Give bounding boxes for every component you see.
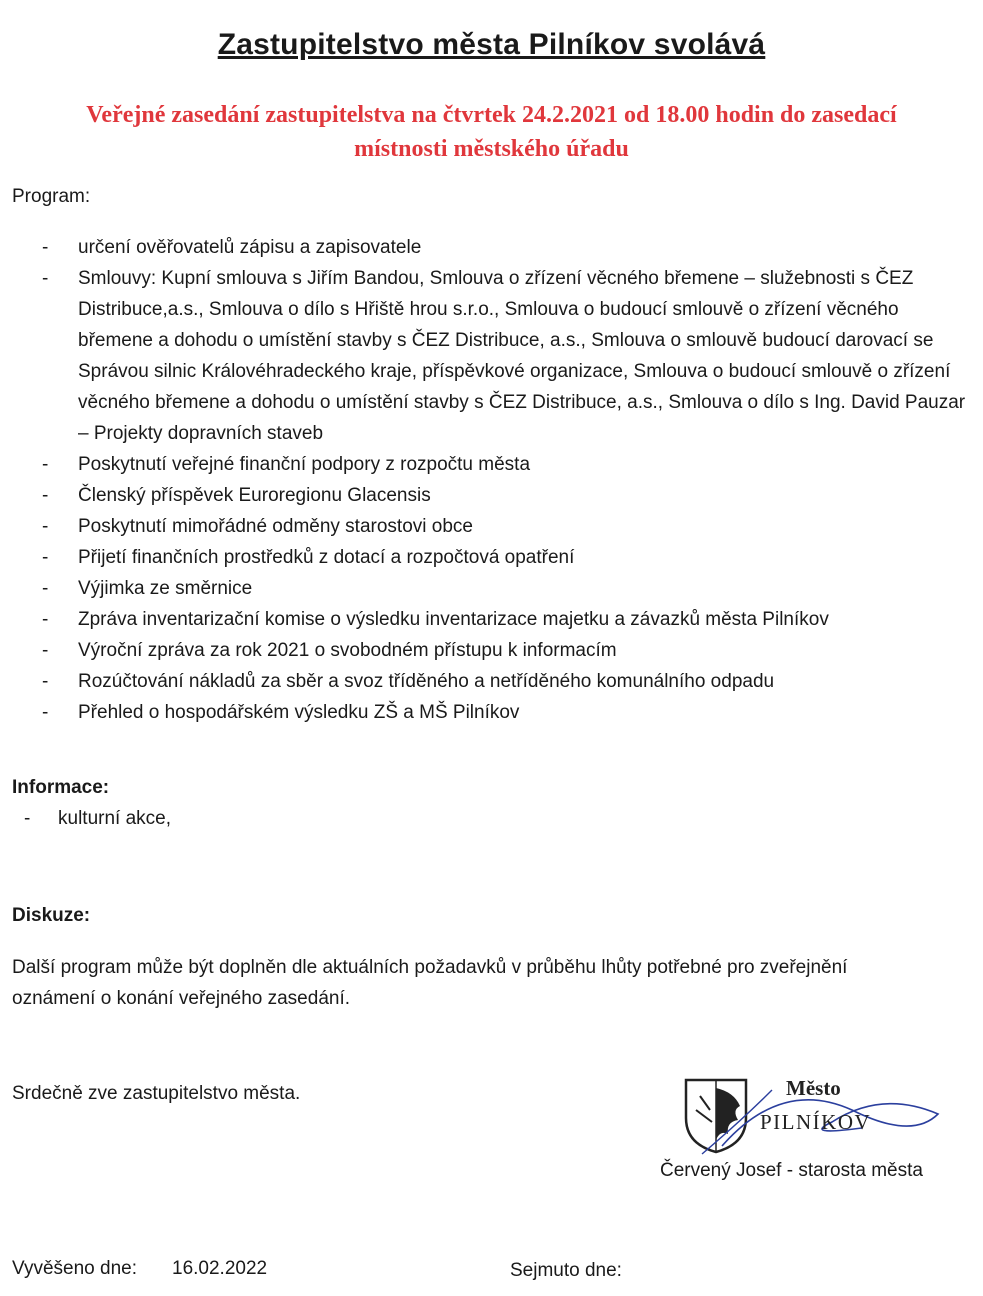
program-item: [0, 666, 983, 697]
list-dash: -: [42, 547, 49, 568]
list-dash: -: [42, 609, 49, 630]
info-item-text: kulturní akce,: [58, 808, 171, 829]
list-dash: -: [42, 671, 49, 692]
additional-program-note: Další program může být doplněn dle aktuálních požadavků v průběhu lhůty potřebné pro zveřejnění oznámení o konání veřejného zasedání.: [12, 957, 848, 1009]
program-item-text: Výroční zpráva za rok 2021 o svobodném přístupu k informacím: [78, 640, 617, 661]
program-list: [0, 232, 983, 728]
program-item-text: Výjimka ze směrnice: [78, 578, 253, 599]
announcement-line-1: Veřejné zasedání zastupitelstva na čtvrtek 24.2.2021 od 18.00 hodin do zasedací: [86, 102, 897, 128]
program-item-text: Smlouvy: Kupní smlouva s Jiřím Bandou, Smlouva o zřízení věcného břemene – služebnosti s ČEZ Distribuce,a.s., Smlouva o dílo s Hřiště hrou s.r.o., Smlouva o budoucí smlouvě o zřízení věcného břemene a dohodu o umístění stavby s ČEZ Distribuce, a.s., Smlouva o smlouvě budoucí darovací se Správou silnic Královéhradeckého kraje, příspěvkové organizace, Smlouva o budoucí smlouvě o zřízení věcného břemene a dohodu o umístění stavby s ČEZ Distribuce, a.s., Smlouva o dílo s Ing. David Pauzar – Projekty dopravních staveb: [78, 268, 966, 444]
program-item: [0, 697, 983, 728]
meeting-announcement: [40, 98, 943, 166]
town-stamp: [682, 1070, 952, 1160]
list-dash: -: [24, 808, 31, 829]
removed-label: Sejmuto dne:: [510, 1260, 622, 1281]
discussion-label: Diskuze:: [12, 905, 91, 926]
list-dash: -: [42, 237, 49, 258]
program-item-text: Přijetí finančních prostředků z dotací a rozpočtová opatření: [78, 547, 575, 568]
posted-date: 16.02.2022: [172, 1258, 268, 1279]
program-item: [0, 573, 983, 604]
invitation-text: Srdečně zve zastupitelstvo města.: [12, 1083, 301, 1104]
program-item: [0, 511, 983, 542]
list-dash: -: [42, 485, 49, 506]
program-item-text: Přehled o hospodářském výsledku ZŠ a MŠ Pilníkov: [78, 702, 520, 723]
program-item: [0, 604, 983, 635]
program-item: [0, 480, 983, 511]
announcement-line-2: místnosti městského úřadu: [354, 136, 629, 162]
program-item-text: Členský příspěvek Euroregionu Glacensis: [78, 485, 431, 506]
list-dash: -: [42, 578, 49, 599]
posted-label: Vyvěšeno dne:: [12, 1258, 137, 1279]
program-item-text: určení ověřovatelů zápisu a zapisovatele: [78, 237, 422, 258]
list-dash: -: [42, 454, 49, 475]
program-item: [0, 263, 983, 449]
list-dash: -: [42, 516, 49, 537]
program-label: Program:: [12, 186, 91, 207]
program-item: [0, 449, 983, 480]
stamp-town-name: PILNÍKOV: [760, 1110, 872, 1134]
program-item-text: Rozúčtování nákladů za sběr a svoz tříděného a netříděného komunálního odpadu: [78, 671, 775, 692]
list-dash: -: [42, 640, 49, 661]
program-item: [0, 232, 983, 263]
list-dash: -: [42, 702, 49, 723]
program-item: [0, 635, 983, 666]
signer-name: Červený Josef - starosta města: [660, 1160, 923, 1181]
program-item-text: Poskytnutí veřejné finanční podpory z rozpočtu města: [78, 454, 531, 475]
program-item: [0, 542, 983, 573]
stamp-town-label: Město: [786, 1076, 841, 1100]
program-item-text: Zpráva inventarizační komise o výsledku inventarizace majetku a závazků města Pilníkov: [78, 609, 829, 630]
program-item-text: Poskytnutí mimořádné odměny starostovi obce: [78, 516, 473, 537]
info-list: [0, 803, 983, 834]
list-dash: -: [42, 268, 49, 289]
info-label: Informace:: [12, 777, 110, 798]
info-item: [0, 803, 983, 834]
document-title: Zastupitelstvo města Pilníkov svolává: [217, 28, 766, 61]
